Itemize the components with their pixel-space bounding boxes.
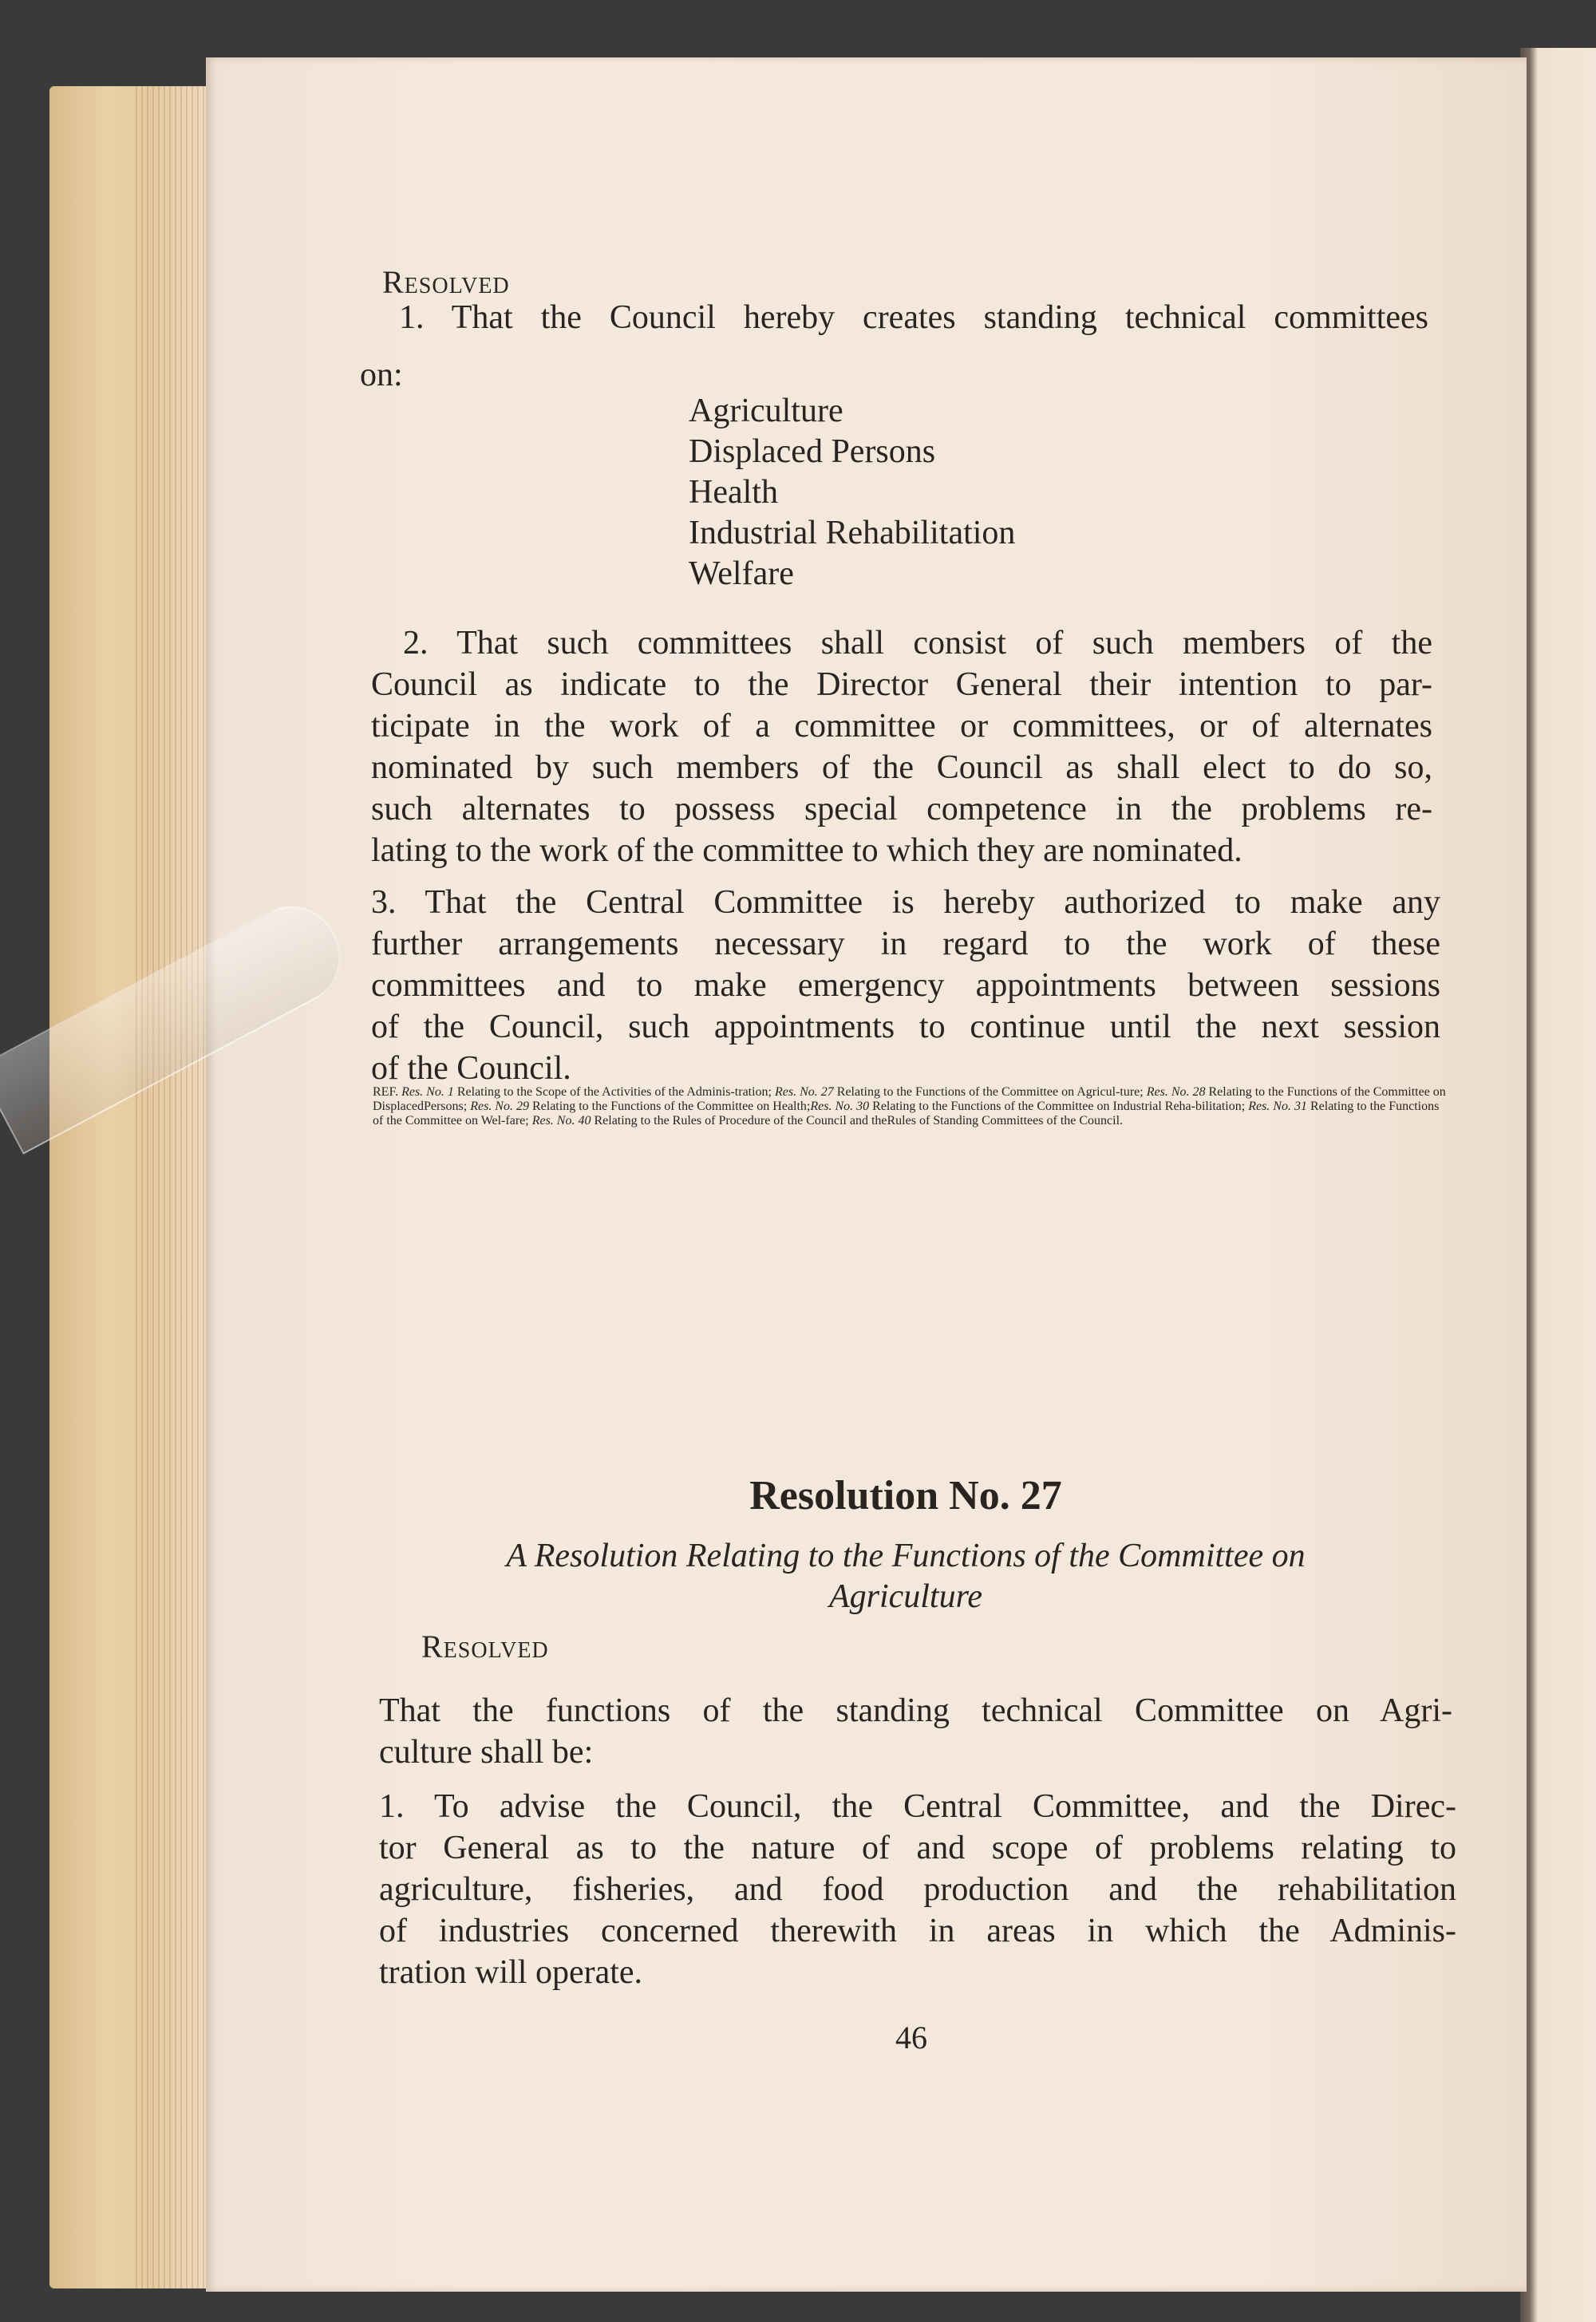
text-line: culture shall be: <box>379 1734 594 1771</box>
paragraph-2 <box>371 622 1432 871</box>
text-line: ticipate in the work of a committee or committees, or of alternates <box>371 708 1432 744</box>
paragraph-1-continuation: on: <box>360 357 403 393</box>
paragraph-5 <box>379 1786 1456 1993</box>
text-line: 1. That the Council hereby creates standing technical committees <box>399 299 1428 336</box>
book-page-edge-lines <box>136 86 215 2288</box>
text-line: such alternates to possess special competence in the problems re- <box>371 791 1432 827</box>
committee-item: Health <box>689 474 778 511</box>
text-line: of industries concerned therewith in areas in which the Adminis- <box>379 1913 1456 1949</box>
text-line: nominated by such members of the Council as shall elect to do so, <box>371 749 1432 786</box>
text-line: A Resolution Relating to the Functions of the Committee on <box>506 1538 1306 1574</box>
resolution-subtitle <box>367 1536 1444 1617</box>
text-line: of the Council, such appointments to continue until the next session <box>371 1009 1440 1045</box>
committee-item: Welfare <box>689 555 794 592</box>
resolved-label: Resolved <box>382 264 510 300</box>
text-line: 1. To advise the Council, the Central Committee, and the Direc- <box>379 1788 1456 1825</box>
text-line: 2. That such committees shall consist of such members of the <box>403 625 1432 661</box>
text-line: tor General as to the nature of and scope of problems relating to <box>379 1830 1456 1866</box>
paragraph-4 <box>379 1690 1452 1773</box>
resolution-title: Resolution No. 27 <box>749 1473 1062 1518</box>
text-line: That the functions of the standing technical Committee on Agri- <box>379 1692 1452 1729</box>
paragraph-3 <box>371 882 1440 1089</box>
page-number: 46 <box>895 2020 927 2055</box>
facing-page-edge <box>1520 48 1596 2322</box>
text-line: lating to the work of the committee to which they are nominated. <box>371 832 1242 869</box>
text-line: Agriculture <box>828 1578 983 1615</box>
text-line: tration will operate. <box>379 1954 643 1991</box>
resolved-label: Resolved <box>421 1629 549 1664</box>
reference-note: REF. Res. No. 1 Relating to the Scope of the Activities of the Adminis-tration; Res. No. 27 Relating to the Functions of the Committee on Agricul-ture; Res. No. 28 Relating to the Functions of the Committee on DisplacedPersons; Res. No. 29 Relating to the Functions of the Committee on Health;Res. No. 30 Relating to the Functions of the Committee on Industrial Reha-bilitation; Res. No. 31 Relating to the Functions of the Committee on Wel-fare; Res. No. 40 Relating to the Rules of Procedure of the Council and theRules of Standing Committees of the Council. <box>373 1085 1446 1127</box>
committee-list <box>689 391 1015 594</box>
committee-item: Industrial Rehabilitation <box>689 515 1016 551</box>
text-line: committees and to make emergency appointments between sessions <box>371 967 1440 1004</box>
committee-item: Agriculture <box>689 393 843 429</box>
text-line: further arrangements necessary in regard to the work of these <box>371 926 1440 962</box>
text-line: of the Council. <box>371 1050 571 1087</box>
text-line: Council as indicate to the Director General their intention to par- <box>371 666 1432 703</box>
text-line: agriculture, fisheries, and food production and the rehabilitation <box>379 1871 1456 1908</box>
committee-item: Displaced Persons <box>689 433 936 470</box>
paragraph-1 <box>399 297 1428 338</box>
text-line: 3. That the Central Committee is hereby authorized to make any <box>371 884 1440 921</box>
